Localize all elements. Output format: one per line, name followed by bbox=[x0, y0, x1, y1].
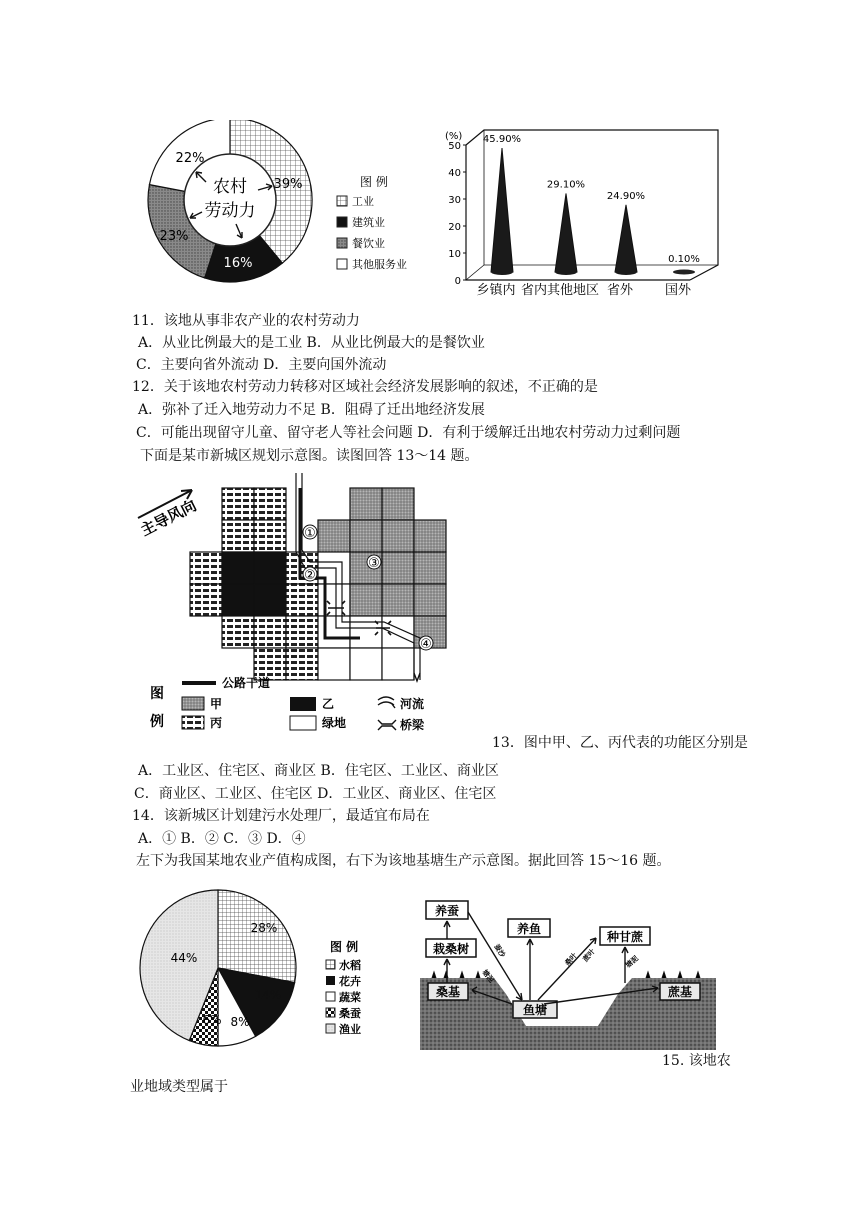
marker-3: ③ bbox=[368, 556, 380, 571]
q12-options-ab: A．弥补了迁入地劳动力不足 B．阻碍了迁出地经济发展 bbox=[138, 402, 485, 418]
bar1-cone-base-1 bbox=[555, 269, 577, 275]
pie1-legend-1: 建筑业 bbox=[352, 216, 385, 229]
legend-yi: 乙 bbox=[322, 697, 335, 711]
map-cell-6 bbox=[318, 520, 350, 552]
arrow-label-pond-mud-right: 塘泥 bbox=[624, 954, 641, 970]
map-cell-31 bbox=[382, 616, 414, 648]
q12-options-cd: C．可能出现留守儿童、留守老人等社会问题 D．有利于缓解迁出地农村劳动力过剩问题 bbox=[136, 425, 681, 441]
map-cell-7 bbox=[350, 520, 382, 552]
arrow-label-mulberry-leaves: 桑叶 bbox=[563, 951, 579, 968]
map-cell-18 bbox=[190, 584, 222, 616]
bar1-cone-2 bbox=[615, 205, 637, 272]
legend-swatch-industry bbox=[337, 196, 347, 206]
legend-swatch-vegetables bbox=[326, 992, 335, 1001]
pie2-legend-4: 渔业 bbox=[339, 1023, 361, 1036]
bar1-ytick-2: 20 bbox=[448, 222, 461, 233]
bar1-ytick-5: 50 bbox=[448, 141, 461, 152]
q11-options-cd: C．主要向省外流动 D．主要向国外流动 bbox=[136, 357, 387, 373]
mulberry-fish-pond-diagram bbox=[410, 892, 730, 1052]
pie2-label-44: 44% bbox=[170, 951, 198, 965]
pie1-center-label-1: 农村 bbox=[213, 177, 247, 197]
pie2-legend-0: 水稻 bbox=[339, 959, 361, 972]
q13-stem: 13．图中甲、乙、丙代表的功能区分别是 bbox=[492, 735, 748, 751]
box-mulberry-tree: 栽桑树 bbox=[432, 942, 470, 956]
legend-yi-swatch bbox=[290, 697, 316, 711]
box-cane-dike: 蔗基 bbox=[667, 985, 693, 999]
pie1-label-22: 22% bbox=[175, 151, 205, 166]
bar1-value-label-2: 24.90% bbox=[606, 190, 646, 202]
bar1-categories bbox=[476, 282, 692, 298]
q11-options-ab: A．从业比例最大的是工业 B．从业比例最大的是餐饮业 bbox=[138, 335, 485, 351]
legend-swatch-fishery bbox=[326, 1024, 335, 1033]
pie1-center-label-2: 劳动力 bbox=[204, 201, 256, 221]
map-cell-26 bbox=[222, 616, 254, 648]
map-cell-0 bbox=[222, 488, 254, 520]
bar1-ylabel: (%) bbox=[445, 131, 463, 142]
bar1-ytick-1: 10 bbox=[448, 249, 461, 260]
bar1-cones bbox=[483, 134, 700, 275]
box-mulberry-dike: 桑基 bbox=[435, 985, 461, 999]
box-fish: 养鱼 bbox=[516, 922, 542, 936]
map-cell-19 bbox=[222, 584, 254, 616]
pie1-legend-0: 工业 bbox=[352, 195, 374, 208]
map-cell-9 bbox=[414, 520, 446, 552]
pie2-legend-title: 图 例 bbox=[330, 940, 359, 954]
wind-label: 主导风向 bbox=[137, 496, 200, 540]
pie2-slice-0 bbox=[218, 890, 296, 983]
box-fish-pond: 鱼塘 bbox=[522, 1003, 548, 1017]
labor-industry-pie-chart bbox=[140, 120, 440, 290]
bar1-ytick-0: 0 bbox=[454, 276, 461, 287]
bar1-category-2: 省外 bbox=[606, 283, 634, 298]
labor-destination-bar-chart bbox=[440, 125, 740, 300]
map-cell-11 bbox=[222, 552, 254, 584]
map-cell-20 bbox=[254, 584, 286, 616]
legend-jia: 甲 bbox=[210, 697, 223, 711]
pie1-label-16: 16% bbox=[223, 256, 253, 271]
pie1-legend-3: 其他服务业 bbox=[352, 258, 407, 271]
map-cell-1 bbox=[254, 488, 286, 520]
grass-marks bbox=[432, 972, 700, 978]
bar1-value-label-1: 29.10% bbox=[546, 179, 586, 191]
bar1-cone-3 bbox=[673, 270, 695, 275]
q15-part2: 业地域类型属于 bbox=[130, 1079, 228, 1095]
bar1-cone-base-2 bbox=[615, 269, 637, 275]
pie1-label-39: 39% bbox=[273, 177, 303, 192]
marker-4: ④ bbox=[420, 637, 432, 652]
pie1-legend-2: 餐饮业 bbox=[352, 237, 385, 250]
bar1-value-label-3: 0.10% bbox=[668, 254, 700, 265]
pie2-legend-3: 桑蚕 bbox=[339, 1007, 361, 1020]
legend-bing: 丙 bbox=[210, 716, 223, 730]
legend-swatch-sericulture bbox=[326, 1008, 335, 1017]
map-legend-title-2: 例 bbox=[150, 714, 164, 730]
legend-bridge: 桥梁 bbox=[400, 718, 425, 732]
pie2-label-8: 8% bbox=[230, 1015, 250, 1029]
legend-swatch-construction bbox=[337, 217, 347, 227]
pie2-legend-1: 花卉 bbox=[339, 975, 361, 988]
map-cell-24 bbox=[382, 584, 414, 616]
bar1-category-0: 乡镇内 bbox=[476, 283, 516, 298]
map-cell-28 bbox=[286, 616, 318, 648]
map-cell-3 bbox=[382, 488, 414, 520]
arrow-label-silk-waste: 蚕沙 bbox=[492, 942, 507, 959]
bar1-value-label-0: 45.90% bbox=[482, 134, 522, 146]
bar1-category-3: 国外 bbox=[664, 283, 692, 298]
map-cell-29 bbox=[318, 616, 350, 648]
marker-1: ① bbox=[304, 526, 316, 541]
pie1-label-23: 23% bbox=[159, 229, 189, 244]
agriculture-output-pie-chart bbox=[130, 888, 400, 1058]
legend-jia-swatch bbox=[182, 697, 204, 710]
q11-stem: 11．该地从事非农产业的农村劳动力 bbox=[132, 313, 360, 329]
legend-road: 公路干道 bbox=[222, 676, 271, 690]
bar1-category-1: 省内其他地区 bbox=[520, 283, 600, 298]
map-cell-2 bbox=[350, 488, 382, 520]
box-sugarcane: 种甘蔗 bbox=[606, 930, 644, 944]
q13-options-ab: A．工业区、住宅区、商业区 B．住宅区、工业区、商业区 bbox=[138, 763, 499, 779]
bar1-y-ticks bbox=[448, 141, 466, 287]
q14-stem: 14．该新城区计划建污水处理厂，最适宜布局在 bbox=[132, 808, 430, 824]
legend-road-swatch bbox=[182, 681, 216, 685]
map-cell-10 bbox=[190, 552, 222, 584]
map-cell-36 bbox=[350, 648, 382, 680]
legend-bing-swatch bbox=[182, 716, 204, 729]
q14-options: A．① B．② C．③ D．④ bbox=[138, 831, 306, 847]
pie2-label-28: 28% bbox=[250, 921, 278, 935]
pie2-label-6: 6% bbox=[202, 1013, 222, 1027]
legend-swatch-flowers bbox=[326, 976, 335, 985]
marker-2: ② bbox=[304, 568, 316, 583]
q15-part1: 15. 该地农 bbox=[662, 1053, 731, 1069]
map-cell-23 bbox=[350, 584, 382, 616]
map-cell-16 bbox=[382, 552, 414, 584]
bar1-ytick-3: 30 bbox=[448, 195, 461, 206]
intro-15-16: 左下为我国某地农业产值构成图，右下为该地基塘生产示意图。据此回答 15～16 题。 bbox=[136, 853, 671, 869]
legend-river: 河流 bbox=[400, 697, 425, 711]
box-silkworm: 养蚕 bbox=[434, 904, 460, 918]
map-legend-title-1: 图 bbox=[150, 686, 164, 702]
map-cell-5 bbox=[254, 520, 286, 552]
legend-swatch-rice bbox=[326, 960, 335, 969]
q13-options-cd: C．商业区、工业区、住宅区 D．工业区、商业区、住宅区 bbox=[134, 786, 497, 802]
pie2-legend-2: 蔬菜 bbox=[339, 991, 361, 1004]
legend-green-swatch bbox=[290, 716, 316, 730]
arrow-label-cane-leaves: 蔗叶 bbox=[581, 947, 597, 964]
map-cell-22 bbox=[318, 584, 350, 616]
pie1-legend-title: 图 例 bbox=[360, 175, 388, 189]
map-cell-17 bbox=[414, 552, 446, 584]
legend-green: 绿地 bbox=[322, 716, 347, 730]
map-cell-25 bbox=[414, 584, 446, 616]
legend-river-icon bbox=[378, 697, 395, 708]
intro-13-14: 下面是某市新城区规划示意图。读图回答 13～14 题。 bbox=[140, 448, 479, 464]
map-cell-8 bbox=[382, 520, 414, 552]
map-cell-12 bbox=[254, 552, 286, 584]
map-cell-21 bbox=[286, 584, 318, 616]
bar1-cone-base-0 bbox=[491, 269, 513, 275]
map-cell-35 bbox=[318, 648, 350, 680]
legend-bridge-icon bbox=[378, 720, 396, 730]
map-cell-4 bbox=[222, 520, 254, 552]
bar1-cone-1 bbox=[555, 193, 577, 272]
bar1-cone-0 bbox=[491, 148, 513, 272]
arrow-label-pond-mud-left: 塘泥 bbox=[480, 968, 496, 985]
bar1-ytick-4: 40 bbox=[448, 168, 461, 179]
legend-swatch-catering bbox=[337, 238, 347, 248]
pie2-label-14: 14% bbox=[254, 988, 282, 1002]
map-cell-34 bbox=[286, 648, 318, 680]
map-cells bbox=[190, 488, 446, 680]
q12-stem: 12．关于该地农村劳动力转移对区域社会经济发展影响的叙述，不正确的是 bbox=[132, 379, 598, 395]
legend-swatch-other-services bbox=[337, 259, 347, 269]
new-district-planning-map bbox=[130, 468, 470, 738]
map-cell-27 bbox=[254, 616, 286, 648]
map-cell-37 bbox=[382, 648, 414, 680]
